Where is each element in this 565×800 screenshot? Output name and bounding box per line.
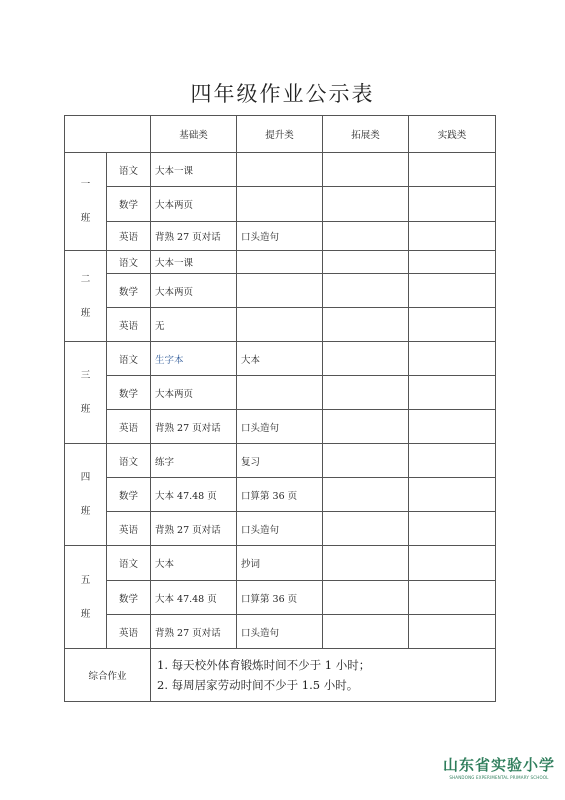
class-name-5: 五 班 bbox=[65, 546, 107, 649]
table-row bbox=[65, 342, 496, 376]
advanced-cell bbox=[237, 274, 323, 308]
subject-cell: 英语 bbox=[107, 222, 151, 251]
practice-cell bbox=[409, 187, 496, 222]
table-row bbox=[65, 187, 496, 222]
summary-line-1: 1. 每天校外体育锻炼时间不少于 1 小时； bbox=[157, 658, 371, 672]
header-row bbox=[65, 116, 496, 153]
advanced-cell bbox=[237, 153, 323, 187]
basic-cell: 大本一课 bbox=[151, 153, 237, 187]
extended-cell bbox=[323, 512, 409, 546]
table-row bbox=[65, 581, 496, 615]
table-row bbox=[65, 478, 496, 512]
subject-cell: 数学 bbox=[107, 581, 151, 615]
header-advanced: 提升类 bbox=[237, 116, 323, 153]
class-name-4: 四 班 bbox=[65, 444, 107, 546]
practice-cell bbox=[409, 376, 496, 410]
extended-cell bbox=[323, 478, 409, 512]
extended-cell bbox=[323, 444, 409, 478]
practice-cell bbox=[409, 251, 496, 274]
school-logo-english: SHANDONG EXPERIMENTAL PRIMARY SCHOOL bbox=[449, 775, 549, 780]
extended-cell bbox=[323, 251, 409, 274]
subject-cell: 英语 bbox=[107, 308, 151, 342]
practice-cell bbox=[409, 444, 496, 478]
table-row bbox=[65, 251, 496, 274]
subject-cell: 语文 bbox=[107, 342, 151, 376]
practice-cell bbox=[409, 581, 496, 615]
advanced-cell: 口头造句 bbox=[237, 222, 323, 251]
practice-cell bbox=[409, 410, 496, 444]
practice-cell bbox=[409, 153, 496, 187]
page-title: 四年级作业公示表 bbox=[190, 82, 375, 106]
advanced-cell: 口算第 36 页 bbox=[237, 581, 323, 615]
basic-cell: 练字 bbox=[151, 444, 237, 478]
table-row bbox=[65, 376, 496, 410]
practice-cell bbox=[409, 222, 496, 251]
practice-cell bbox=[409, 512, 496, 546]
class-name-2: 二 班 bbox=[65, 251, 107, 342]
extended-cell bbox=[323, 342, 409, 376]
basic-cell: 背熟 27 页对话 bbox=[151, 512, 237, 546]
extended-cell bbox=[323, 581, 409, 615]
extended-cell bbox=[323, 222, 409, 251]
basic-cell: 背熟 27 页对话 bbox=[151, 410, 237, 444]
extended-cell bbox=[323, 274, 409, 308]
extended-cell bbox=[323, 187, 409, 222]
advanced-cell bbox=[237, 308, 323, 342]
extended-cell bbox=[323, 546, 409, 581]
subject-cell: 语文 bbox=[107, 546, 151, 581]
advanced-cell bbox=[237, 376, 323, 410]
subject-cell: 语文 bbox=[107, 444, 151, 478]
extended-cell bbox=[323, 308, 409, 342]
subject-cell: 英语 bbox=[107, 615, 151, 649]
subject-cell: 英语 bbox=[107, 512, 151, 546]
subject-cell: 语文 bbox=[107, 153, 151, 187]
practice-cell bbox=[409, 546, 496, 581]
extended-cell bbox=[323, 615, 409, 649]
class-name-3: 三 班 bbox=[65, 342, 107, 444]
advanced-cell bbox=[237, 251, 323, 274]
subject-cell: 数学 bbox=[107, 478, 151, 512]
advanced-cell: 抄词 bbox=[237, 546, 323, 581]
table-row bbox=[65, 274, 496, 308]
basic-cell: 大本 bbox=[151, 546, 237, 581]
summary-line-2: 2. 每周居家劳动时间不少于 1.5 小时。 bbox=[157, 678, 359, 692]
subject-cell: 英语 bbox=[107, 410, 151, 444]
advanced-cell: 口头造句 bbox=[237, 410, 323, 444]
basic-cell: 大本两页 bbox=[151, 274, 237, 308]
header-practice: 实践类 bbox=[409, 116, 496, 153]
class-name-1: 一 班 bbox=[65, 153, 107, 251]
basic-cell: 背熟 27 页对话 bbox=[151, 615, 237, 649]
table-row bbox=[65, 615, 496, 649]
basic-cell: 背熟 27 页对话 bbox=[151, 222, 237, 251]
table-row bbox=[65, 222, 496, 251]
advanced-cell: 口头造句 bbox=[237, 512, 323, 546]
basic-cell: 大本 47.48 页 bbox=[151, 581, 237, 615]
basic-cell: 大本两页 bbox=[151, 187, 237, 222]
practice-cell bbox=[409, 308, 496, 342]
advanced-cell bbox=[237, 187, 323, 222]
table-row bbox=[65, 546, 496, 581]
advanced-cell: 大本 bbox=[237, 342, 323, 376]
table-row bbox=[65, 308, 496, 342]
basic-cell: 无 bbox=[151, 308, 237, 342]
table-row bbox=[65, 512, 496, 546]
table-row bbox=[65, 410, 496, 444]
extended-cell bbox=[323, 376, 409, 410]
advanced-cell: 复习 bbox=[237, 444, 323, 478]
subject-cell: 数学 bbox=[107, 376, 151, 410]
extended-cell bbox=[323, 153, 409, 187]
extended-cell bbox=[323, 410, 409, 444]
homework-table bbox=[64, 115, 496, 702]
basic-cell: 大本两页 bbox=[151, 376, 237, 410]
header-extended: 拓展类 bbox=[323, 116, 409, 153]
practice-cell bbox=[409, 274, 496, 308]
practice-cell bbox=[409, 342, 496, 376]
school-logo bbox=[443, 754, 555, 780]
advanced-cell: 口头造句 bbox=[237, 615, 323, 649]
practice-cell bbox=[409, 478, 496, 512]
summary-content bbox=[151, 649, 496, 702]
summary-row bbox=[65, 649, 496, 702]
subject-cell: 数学 bbox=[107, 274, 151, 308]
practice-cell bbox=[409, 615, 496, 649]
advanced-cell: 口算第 36 页 bbox=[237, 478, 323, 512]
table-row bbox=[65, 444, 496, 478]
summary-label: 综合作业 bbox=[65, 649, 151, 702]
basic-cell: 大本 47.48 页 bbox=[151, 478, 237, 512]
basic-cell: 大本一课 bbox=[151, 251, 237, 274]
header-basic: 基础类 bbox=[151, 116, 237, 153]
basic-cell: 生字本 bbox=[151, 342, 237, 376]
header-corner bbox=[65, 116, 151, 153]
table-row bbox=[65, 153, 496, 187]
subject-cell: 数学 bbox=[107, 187, 151, 222]
school-logo-chinese: 山东省实验小学 bbox=[442, 756, 555, 774]
subject-cell: 语文 bbox=[107, 251, 151, 274]
